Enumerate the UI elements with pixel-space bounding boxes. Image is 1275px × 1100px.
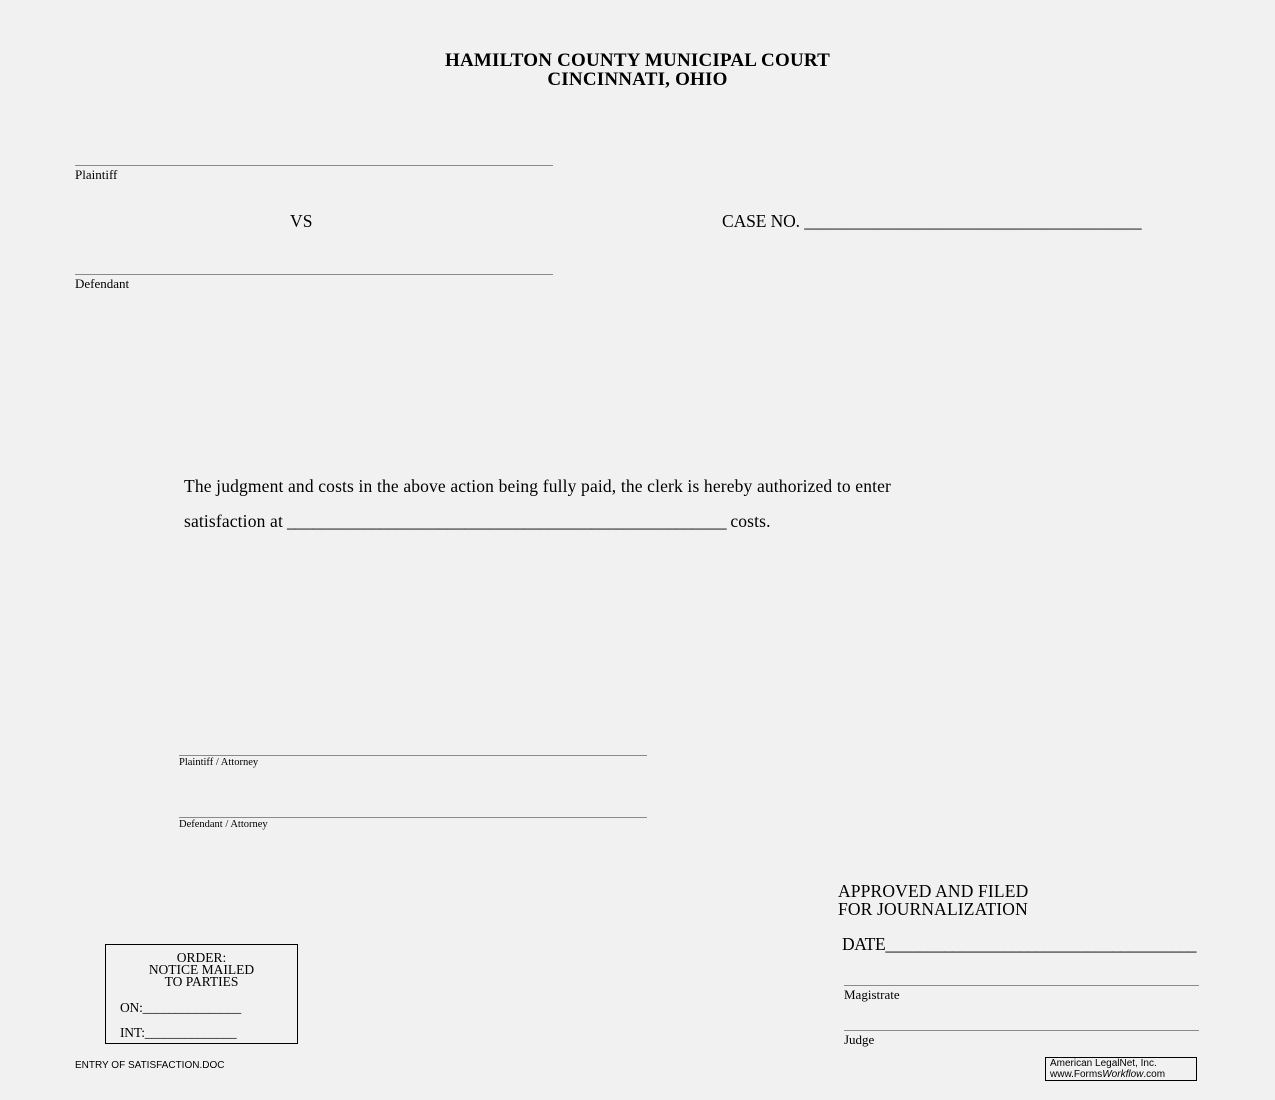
publisher-url bbox=[1050, 1070, 1196, 1081]
publisher-logo bbox=[1045, 1057, 1197, 1081]
defendant-attorney-label: Defendant / Attorney bbox=[179, 819, 268, 830]
magistrate-signature-line[interactable] bbox=[844, 985, 1199, 986]
approved-filed-label: APPROVED AND FILED bbox=[838, 881, 1029, 901]
publisher-url-suffix: .com bbox=[1143, 1068, 1166, 1080]
journalization-label: FOR JOURNALIZATION bbox=[838, 899, 1028, 919]
defendant-attorney-signature-line[interactable] bbox=[179, 817, 647, 818]
notice-on-date-field[interactable]: ON:_______________ bbox=[120, 1000, 241, 1015]
satisfaction-amount-field[interactable]: ____________________________________________________ bbox=[286, 511, 727, 531]
case-number-field[interactable]: CASE NO. _______________________________________ bbox=[722, 211, 1142, 231]
publisher-url-prefix: www.Forms bbox=[1050, 1068, 1103, 1080]
plaintiff-attorney-signature-line[interactable] bbox=[179, 755, 647, 756]
versus-label: VS bbox=[290, 211, 313, 231]
notice-mailed-label: NOTICE MAILED bbox=[148, 962, 255, 977]
court-title: HAMILTON COUNTY MUNICIPAL COURT bbox=[444, 50, 831, 71]
notice-parties-label: TO PARTIES bbox=[164, 974, 239, 989]
publisher-name: American LegalNet, Inc. bbox=[1050, 1058, 1157, 1069]
document-code: ENTRY OF SATISFACTION.DOC bbox=[75, 1060, 225, 1071]
defendant-signature-line[interactable] bbox=[75, 274, 553, 275]
notice-initials-field[interactable]: INT:______________ bbox=[120, 1025, 237, 1040]
notice-mailed-box bbox=[105, 944, 298, 1044]
magistrate-label: Magistrate bbox=[844, 987, 900, 1002]
defendant-label: Defendant bbox=[75, 276, 130, 291]
publisher-url-brand: Workflow bbox=[1102, 1068, 1144, 1080]
plaintiff-label: Plaintiff bbox=[75, 167, 118, 182]
plaintiff-signature-line[interactable] bbox=[75, 165, 553, 166]
plaintiff-attorney-label: Plaintiff / Attorney bbox=[179, 757, 259, 768]
judgment-statement: The judgment and costs in the above action being fully paid, the clerk is hereby authorized to enter bbox=[184, 476, 892, 496]
satisfaction-line bbox=[184, 512, 771, 532]
judge-signature-line[interactable] bbox=[844, 1030, 1199, 1031]
judge-label: Judge bbox=[844, 1032, 875, 1047]
notice-order-label: ORDER: bbox=[176, 950, 227, 965]
approval-date-field[interactable]: DATE_____________________________________ bbox=[842, 934, 1197, 954]
court-location: CINCINNATI, OHIO bbox=[547, 69, 728, 90]
satisfaction-prefix: satisfaction at bbox=[184, 511, 283, 531]
satisfaction-suffix: costs. bbox=[730, 511, 771, 531]
